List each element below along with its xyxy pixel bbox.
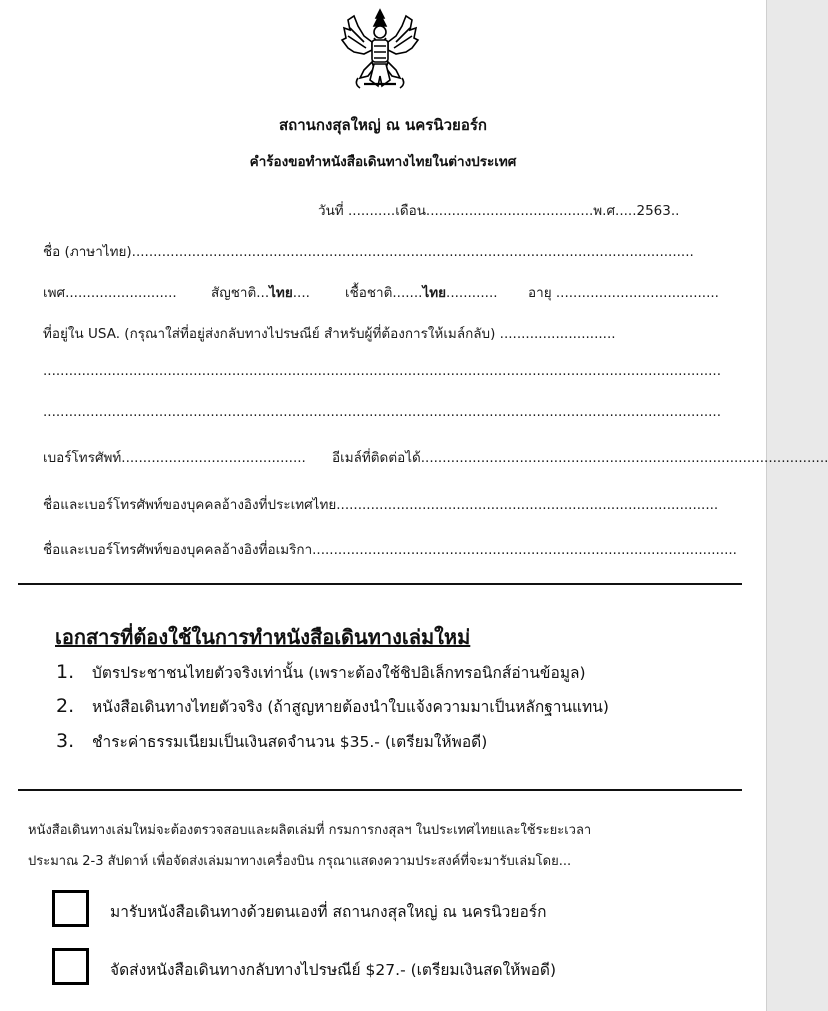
form-title: คำร้องขอทำหนังสือเดินทางไทยในต่างประเทศ [249, 154, 517, 170]
us-address-label[interactable]: ที่อยู่ใน USA. (กรุณาใส่ที่อยู่ส่งกลับทางไปรษณีย์ สำหรับผู้ที่ต้องการให้เมล์กลับ) ........................... [43, 326, 616, 342]
document-item [56, 729, 487, 754]
document-item-number: 1. [56, 661, 75, 683]
race-label: เชื้อชาติ....... [345, 285, 423, 301]
document-item-text: บัตรประชาชนไทยตัวจริงเท่านั้น (เพราะต้องใช้ชิปอิเล็กทรอนิกส์อ่านข้อมูล) [92, 664, 586, 682]
reference-america-field[interactable]: ชื่อและเบอร์โทรศัพท์ของบุคคลอ้างอิงที่อเมริกา................................................................................................... [43, 542, 737, 558]
address-blank-line-2[interactable]: .............................................................................................................................................................. [43, 404, 722, 420]
nationality-value: ไทย [269, 285, 293, 301]
race-field[interactable] [345, 281, 498, 303]
nationality-tail: .... [292, 285, 310, 301]
race-tail: ............ [446, 285, 498, 301]
nationality-field[interactable] [211, 281, 310, 303]
notice-line-2: ประมาณ 2-3 สัปดาห์ เพื่อจัดส่งเล่มมาทางเครื่องบิน กรุณาแสดงความประสงค์ที่จะมารับเล่มโดย... [28, 854, 572, 869]
consulate-name: สถานกงสุลใหญ่ ณ นครนิวยอร์ก [279, 116, 487, 134]
age-field[interactable]: อายุ ...................................... [528, 285, 719, 301]
sex-field[interactable]: เพศ.......................... [43, 285, 177, 301]
email-field[interactable]: อีเมล์ที่ติดต่อได้............................................................................................... [332, 450, 828, 466]
reference-thailand-field[interactable]: ชื่อและเบอร์โทรศัพท์ของบุคคลอ้างอิงที่ประเทศไทย......................................................................................... [43, 497, 719, 513]
race-value: ไทย [422, 285, 447, 301]
document-item-number: 2. [56, 695, 75, 717]
pickup-in-person-label: มารับหนังสือเดินทางด้วยตนเองที่ สถานกงสุลใหญ่ ณ นครนิวยอร์ก [110, 903, 547, 921]
phone-field[interactable]: เบอร์โทรศัพท์........................................... [43, 450, 306, 466]
divider [18, 583, 742, 585]
required-documents-heading: เอกสารที่ต้องใช้ในการทำหนังสือเดินทางเล่มใหม่ [55, 625, 471, 649]
document-item [56, 694, 609, 719]
document-item [56, 660, 586, 685]
nationality-label: สัญชาติ... [211, 285, 270, 301]
document-item-number: 3. [56, 730, 75, 752]
mail-return-label: จัดส่งหนังสือเดินทางกลับทางไปรษณีย์ $27.- (เตรียมเงินสดให้พอดี) [110, 961, 557, 979]
document-item-text: ชำระค่าธรรมเนียมเป็นเงินสดจำนวน $35.- (เตรียมให้พอดี) [92, 733, 488, 751]
mail-return-checkbox[interactable] [52, 948, 89, 985]
address-blank-line-1[interactable]: .............................................................................................................................................................. [43, 363, 722, 379]
pickup-in-person-checkbox[interactable] [52, 890, 89, 927]
garuda-emblem-icon [334, 6, 426, 92]
notice-line-1: หนังสือเดินทางเล่มใหม่จะต้องตรวจสอบและผลิตเล่มที่ กรมการกงสุลฯ ในประเทศไทยและใช้ระยะเวลา [28, 823, 592, 838]
document-item-text: หนังสือเดินทางไทยตัวจริง (ถ้าสูญหายต้องนำใบแจ้งความมาเป็นหลักฐานแทน) [92, 698, 609, 716]
divider [18, 789, 742, 791]
thai-name-field[interactable]: ชื่อ (ภาษาไทย)................................................................................................................................... [43, 244, 694, 260]
date-field[interactable]: วันที่ ...........เดือน.......................................พ.ศ.....2563.. [318, 203, 680, 219]
